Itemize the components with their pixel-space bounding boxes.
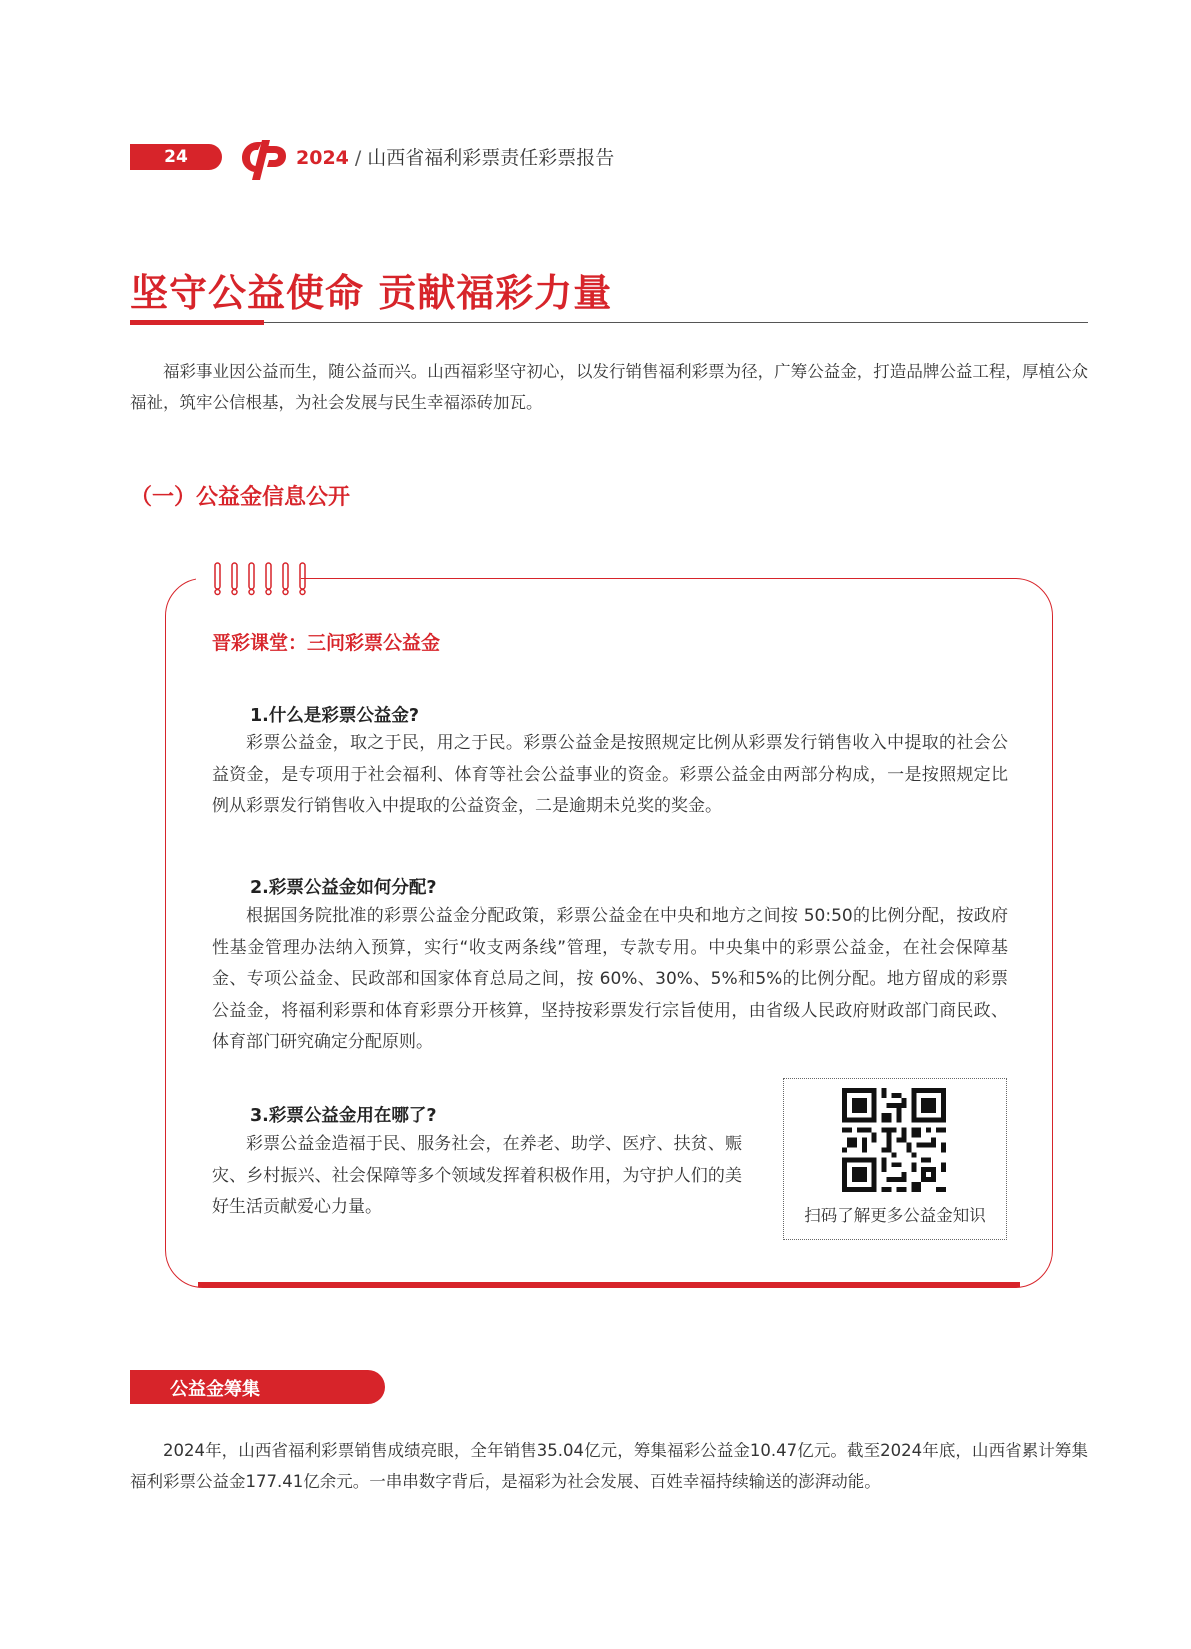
question-3-text: 彩票公益金造福于民、服务社会，在养老、助学、医疗、扶贫、赈灾、乡村振兴、社会保障等多个领域发挥着积极作用，为守护人们的美好生活贡献爱心力量。 <box>212 1134 742 1217</box>
header-separator: / <box>354 147 362 169</box>
question-3-title: 3.彩票公益金用在哪了? <box>250 1106 437 1126</box>
binder-rings-icon <box>212 562 312 596</box>
title-divider <box>130 322 1088 323</box>
box-title: 晋彩课堂：三问彩票公益金 <box>212 632 441 654</box>
header-year: 2024 <box>296 147 349 169</box>
question-1-title: 1.什么是彩票公益金? <box>250 706 419 726</box>
question-2-text: 根据国务院批准的彩票公益金分配政策，彩票公益金在中央和地方之间按 50:50的比例分配，按政府性基金管理办法纳入预算，实行“收支两条线”管理，专款专用。中央集中的彩票公益金，在社会保障基金、专项公益金、民政部和国家体育总局之间，按 60%、30%、5%和5%的比例分配。地方留成的彩票公益金，将福利彩票和体育彩票分开核算，坚持按彩票发行宗旨使用，由省级人民政府财政部门商民政、体育部门研究确定分配原则。 <box>212 906 1008 1052</box>
question-2-title: 2.彩票公益金如何分配? <box>250 878 437 898</box>
title-accent-bar <box>130 320 264 325</box>
question-1-text: 彩票公益金，取之于民，用之于民。彩票公益金是按照规定比例从彩票发行销售收入中提取的社会公益资金，是专项用于社会福利、体育等社会公益事业的资金。彩票公益金由两部分构成，一是按照规定比例从彩票发行销售收入中提取的公益资金，二是逾期未兑奖的奖金。 <box>212 733 1008 816</box>
subsection-label: 公益金筹集 <box>170 1379 260 1400</box>
page-title: 坚守公益使命 贡献福彩力量 <box>130 271 613 315</box>
page-number: 24 <box>164 147 188 167</box>
page-number-tab <box>130 144 222 170</box>
funds-paragraph: 2024年，山西省福利彩票销售成绩亮眼，全年销售35.04亿元，筹集福彩公益金10.47亿元。截至2024年底，山西省累计筹集福利彩票公益金177.41亿余元。一串串数字背后，是福彩为社会发展、百姓幸福持续输送的澎湃动能。 <box>130 1441 1088 1491</box>
qr-caption: 扫码了解更多公益金知识 <box>804 1206 986 1225</box>
intro-paragraph: 福彩事业因公益而生，随公益而兴。山西福彩坚守初心，以发行销售福利彩票为径，广筹公益金，打造品牌公益工程，厚植公众福祉，筑牢公信根基，为社会发展与民生幸福添砖加瓦。 <box>130 362 1088 412</box>
qr-code-icon[interactable] <box>842 1088 946 1192</box>
header-title <box>296 146 614 170</box>
box-bottom-bar <box>198 1282 1020 1287</box>
welfare-lottery-logo <box>236 136 288 182</box>
header-report-title: 山西省福利彩票责任彩票报告 <box>367 147 615 169</box>
section-heading: （一）公益金信息公开 <box>130 485 351 510</box>
